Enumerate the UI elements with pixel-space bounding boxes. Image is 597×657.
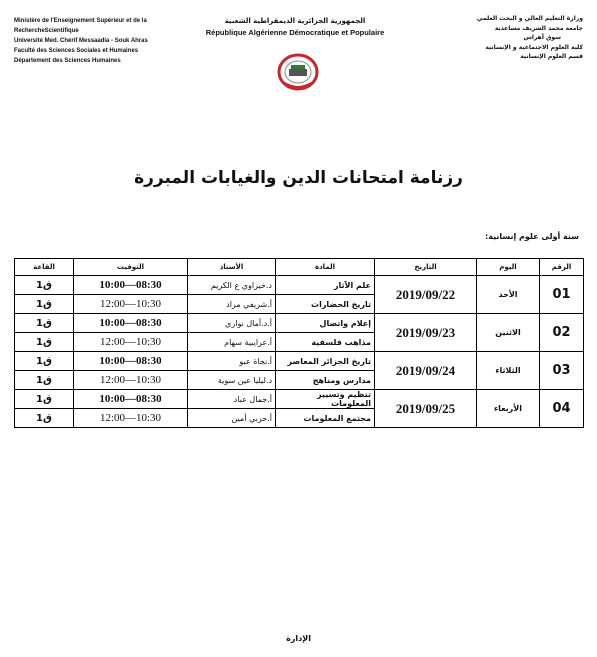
row-date: 2019/09/24 [375,352,477,390]
header-time: التوقيت [74,259,188,276]
row-room: ق1 [15,333,74,352]
row-room: ق1 [15,390,74,409]
exam-schedule-table [14,258,584,428]
row-subject: مجتمع المعلومات [276,409,375,428]
header-right-ar [465,14,583,62]
header-right-line: كلية العلوم الاجتماعية و الإنسانية [485,43,583,51]
row-date: 2019/09/25 [375,390,477,428]
row-day: الأربعاء [477,390,540,428]
row-num: 01 [540,276,584,314]
row-date: 2019/09/22 [375,276,477,314]
row-professor: أ.نجاة عبو [188,352,276,371]
row-professor: د.خيزاوي ع الكريم [188,276,276,295]
row-room: ق1 [15,409,74,428]
row-subject: إعلام واتصال [276,314,375,333]
row-subject: تاريخ الجزائر المعاصر [276,352,375,371]
row-room: ق1 [15,352,74,371]
row-time: 10:30—12:00 [74,409,188,428]
row-room: ق1 [15,295,74,314]
header-right-line: وزارة التعليم العالي و البحث العلمي [476,15,583,22]
row-time: 08:30—10:00 [74,352,188,371]
header-subject: المادة [276,259,375,276]
table-row [15,276,584,295]
header-right-line: سوق أهراس [523,34,561,41]
header-professor: الأستاذ [188,259,276,276]
row-num: 02 [540,314,584,352]
header-left-line: RechercheScientifique [14,28,79,34]
row-num: 04 [540,390,584,428]
row-date: 2019/09/23 [375,314,477,352]
header-right-line: جامعة محمد الشريف مساعدية [494,24,583,32]
row-day: الأحد [477,276,540,314]
table-row [15,352,584,371]
republic-name-ar: الجمهورية الجزائرية الديمقراطية الشعبية [224,17,366,25]
row-time: 10:30—12:00 [74,371,188,390]
header-num: الرقم [540,259,584,276]
header-left-line: Faculté des Sciences Sociales et Humaines [14,48,139,54]
row-professor: أ.حربي أمين [188,409,276,428]
header-left-line: Département des Sciences Humaines [14,58,121,64]
row-room: ق1 [15,276,74,295]
header-right-line: قسم العلوم الإنسانية [520,53,583,60]
row-professor: أ.عرايبية سهام [188,333,276,352]
row-num: 03 [540,352,584,390]
header-day: اليوم [477,259,540,276]
table-header-row [15,259,584,276]
header-left-line: Université Med. Chérif Messaadia - Souk Ahras [14,38,148,44]
header-date: التاريخ [375,259,477,276]
row-time: 10:30—12:00 [74,333,188,352]
row-room: ق1 [15,314,74,333]
header-room: القاعة [15,259,74,276]
row-professor: أ.جمال عباد [188,390,276,409]
row-subject: تنظيم وتسيير المعلومات [276,390,375,409]
footer-administration: الإدارة [286,634,311,643]
row-time: 08:30—10:00 [74,314,188,333]
level-label: سنة أولى علوم إنسانية: [485,232,579,241]
row-subject: علم الآثار [276,276,375,295]
table-row [15,314,584,333]
university-logo-icon [275,52,321,92]
header-center [190,16,400,38]
header-left-fr [14,16,164,66]
header-left-line: Ministère de l'Enseignement Supérieur et de la [14,18,147,24]
row-subject: مذاهب فلسفية [276,333,375,352]
row-day: الاثنين [477,314,540,352]
row-subject: مدارس ومناهج [276,371,375,390]
row-day: الثلاثاء [477,352,540,390]
page-title: رزنامة امتحانات الدين والغيابات المبررة [134,168,463,188]
row-professor: أ.شريفي مراد [188,295,276,314]
row-time: 08:30—10:00 [74,276,188,295]
row-professor: أ.د.أمال نواري [188,314,276,333]
row-room: ق1 [15,371,74,390]
row-time: 08:30—10:00 [74,390,188,409]
row-professor: د.ليليا عين سوية [188,371,276,390]
row-subject: تاريخ الحضارات [276,295,375,314]
republic-name-fr: République Algérienne Démocratique et Populaire [205,28,385,37]
table-row [15,390,584,409]
row-time: 10:30—12:00 [74,295,188,314]
